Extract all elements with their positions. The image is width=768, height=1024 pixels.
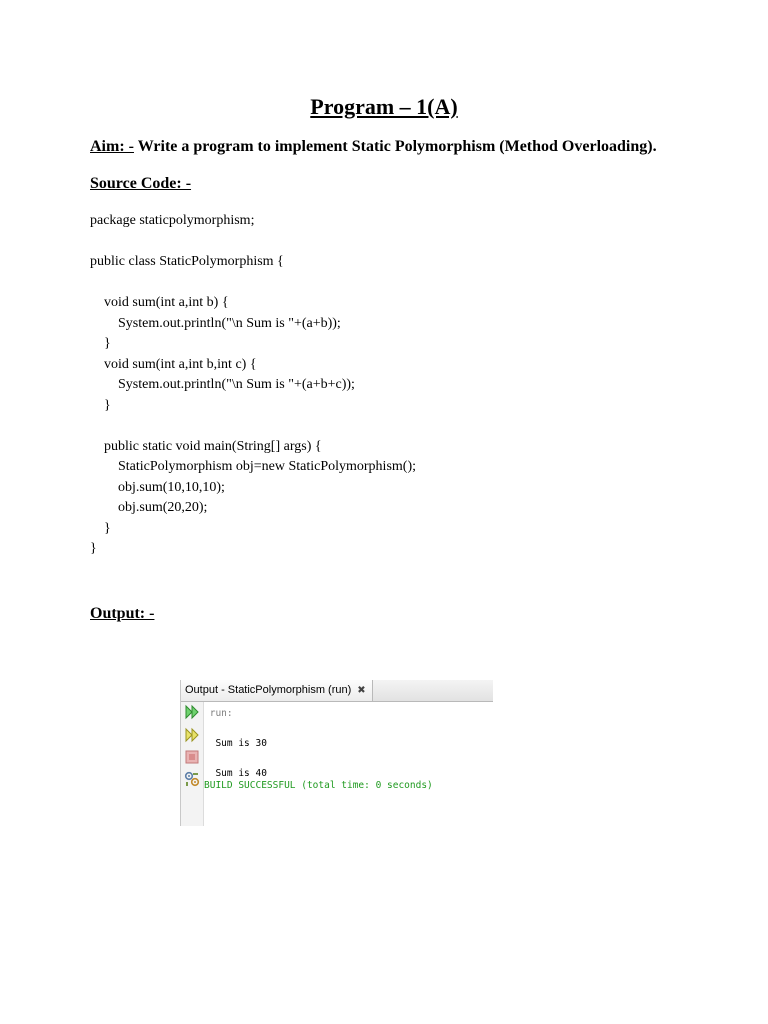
- console-line: run:: [204, 708, 233, 719]
- code-line: void sum(int a,int b) {: [90, 295, 229, 310]
- code-line: void sum(int a,int b,int c) {: [90, 356, 257, 372]
- code-line: System.out.println("\n Sum is "+(a+b+c));: [90, 377, 355, 392]
- source-code-block: [90, 211, 416, 560]
- output-tab-bar: [181, 680, 493, 702]
- output-tab-label: Output - StaticPolymorphism (run): [185, 684, 352, 696]
- console-line: BUILD SUCCESSFUL (total time: 0 seconds): [204, 780, 433, 791]
- close-icon[interactable]: ✖: [357, 685, 366, 696]
- page-title: Program – 1(A): [310, 94, 458, 119]
- source-code-heading: Source Code: -: [90, 175, 192, 192]
- console-line: Sum is 40: [204, 768, 267, 779]
- output-console[interactable]: [204, 702, 493, 826]
- output-window: [180, 680, 493, 826]
- code-line: [90, 416, 416, 437]
- code-line: }: [90, 397, 111, 413]
- code-line: package staticpolymorphism;: [90, 213, 255, 228]
- code-line: }: [90, 520, 111, 536]
- code-line: }: [90, 336, 111, 351]
- output-toolbar: [181, 702, 204, 826]
- stop-icon[interactable]: [184, 749, 200, 765]
- console-line: Sum is 30: [204, 738, 267, 749]
- output-heading: Output: -: [90, 605, 155, 622]
- code-line: [90, 273, 416, 294]
- aim-label: Aim: -: [90, 138, 134, 155]
- rerun-icon[interactable]: [184, 704, 200, 720]
- rerun-with-options-icon[interactable]: [184, 727, 200, 743]
- aim-text: Write a program to implement Static Polymorphism (Method Overloading).: [133, 138, 657, 155]
- code-line: System.out.println("\n Sum is "+(a+b));: [90, 315, 341, 331]
- settings-icon[interactable]: [184, 771, 200, 787]
- code-line: public class StaticPolymorphism {: [90, 254, 284, 269]
- aim-paragraph: [90, 138, 657, 156]
- code-line: StaticPolymorphism obj=new StaticPolymorphism();: [90, 459, 416, 474]
- code-line: obj.sum(10,10,10);: [90, 479, 225, 495]
- output-tab[interactable]: [181, 680, 373, 701]
- code-line: public static void main(String[] args) {: [90, 438, 322, 454]
- code-line: }: [90, 541, 97, 556]
- code-line: obj.sum(20,20);: [90, 500, 208, 515]
- code-line: [90, 232, 416, 253]
